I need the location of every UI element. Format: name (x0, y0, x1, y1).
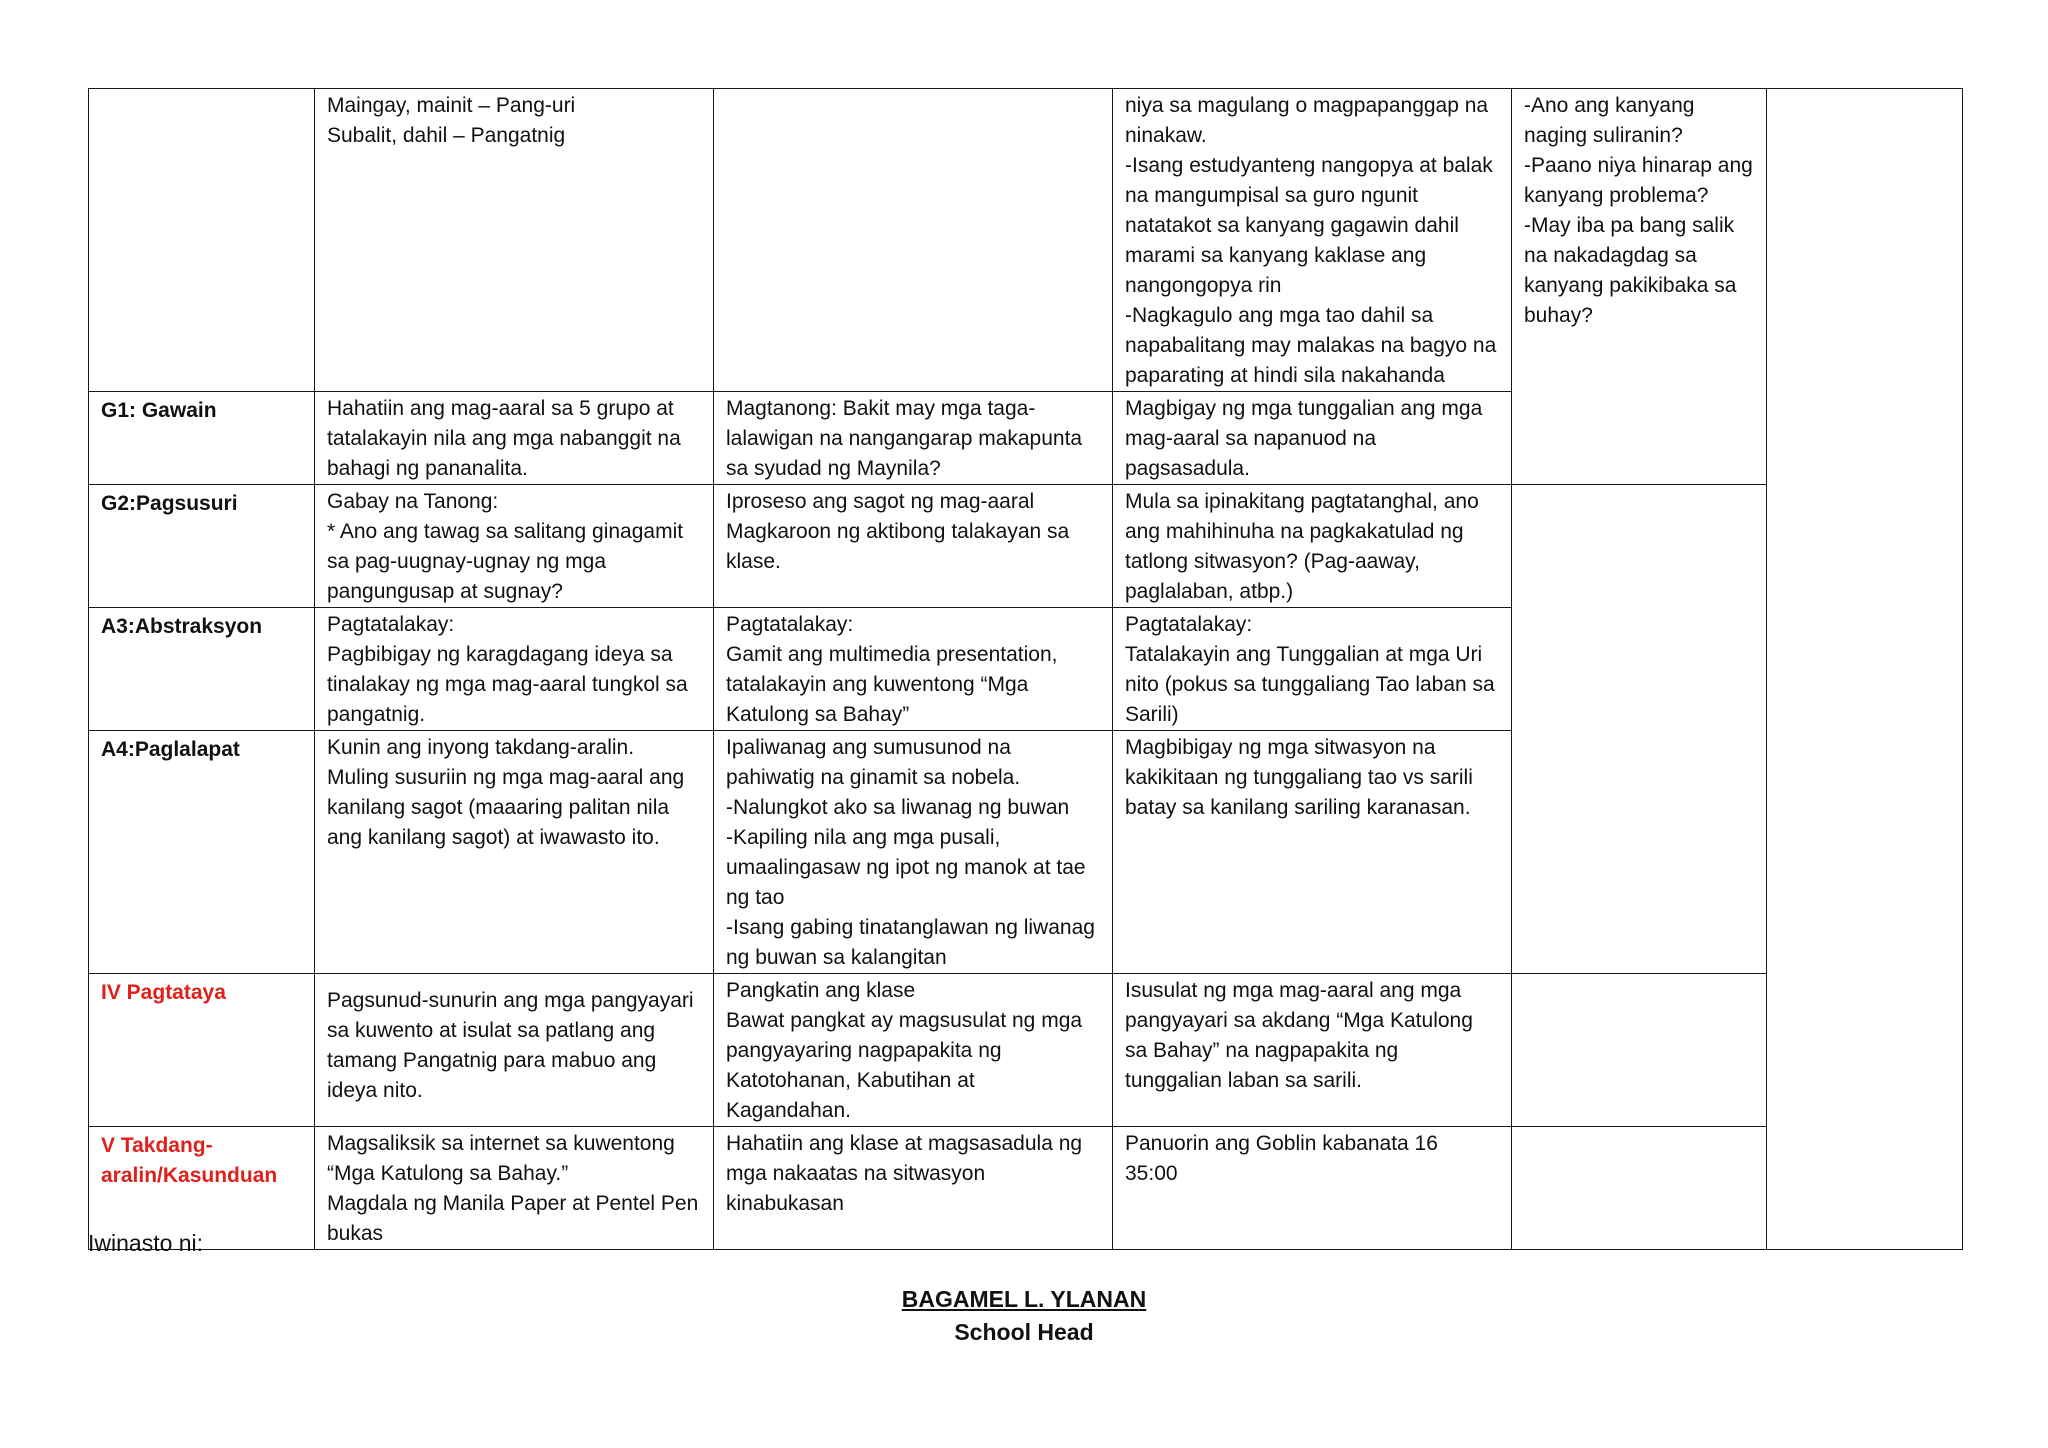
cell-text: Isusulat ng mga mag-aaral ang mga pangyayari sa akdang “Mga Katulong sa Bahay” na nagpapakita ng tunggalian laban sa sarili. (1113, 974, 1512, 1127)
cell-text: Magbigay ng mga tunggalian ang mga mag-aaral sa napanuod na pagsasadula. (1113, 392, 1512, 485)
cell-empty (714, 89, 1113, 392)
row-label-takdang-aralin: V Takdang-aralin/Kasunduan (89, 1127, 315, 1250)
row-label-pagtataya: IV Pagtataya (89, 974, 315, 1127)
signatory-name: BAGAMEL L. YLANAN (901, 1286, 1147, 1312)
reviewed-by-label: Iwinasto ni: (88, 1230, 204, 1256)
cell-text: Hahatiin ang klase at magsasadula ng mga nakaatas na sitwasyon kinabukasan (714, 1127, 1113, 1250)
lesson-plan-table (88, 88, 1963, 1250)
cell-text: Pagtatalakay: Pagbibigay ng karagdagang ideya sa tinalakay ng mga mag-aaral tungkol sa pangatnig. (315, 608, 714, 731)
cell-text: Panuorin ang Goblin kabanata 16 35:00 (1113, 1127, 1512, 1250)
cell-empty (1512, 485, 1767, 974)
cell-empty (1512, 974, 1767, 1127)
cell-text: Magsaliksik sa internet sa kuwentong “Mga Katulong sa Bahay.” Magdala ng Manila Paper at Pentel Pen bukas (315, 1127, 714, 1250)
label-cell-empty (89, 89, 315, 392)
table-row-takdang-aralin (89, 1127, 1963, 1250)
cell-text: Pagtatalakay: Gamit ang multimedia presentation, tatalakayin ang kuwentong “Mga Katulong sa Bahay” (714, 608, 1113, 731)
cell-text: Gabay na Tanong: * Ano ang tawag sa salitang ginagamit sa pag-uugnay-ugnay ng mga pangungusap at sugnay? (315, 485, 714, 608)
cell-guide-questions: -Ano ang kanyang naging suliranin? -Paano niya hinarap ang kanyang problema? -May iba pa bang salik na nakadagdag sa kanyang pakikibaka sa buhay? (1512, 89, 1767, 485)
signatory-title: School Head (954, 1319, 1094, 1345)
cell-text: Pagsunud-sunurin ang mga pangyayari sa kuwento at isulat sa patlang ang tamang Pangatnig para mabuo ang ideya nito. (315, 974, 714, 1127)
remarks-cell-empty (1767, 89, 1963, 1250)
cell-text: Magbibigay ng mga sitwasyon na kakikitaan ng tunggaliang tao vs sarili batay sa kanilang sariling karanasan. (1113, 731, 1512, 974)
cell-text: Magtanong: Bakit may mga taga-lalawigan na nangangarap makapunta sa syudad ng Maynila? (714, 392, 1113, 485)
cell-text: Maingay, mainit – Pang-uri Subalit, dahil – Pangatnig (315, 89, 714, 392)
row-label-g1: G1: Gawain (89, 392, 315, 485)
cell-text: niya sa magulang o magpapanggap na ninakaw. -Isang estudyanteng nangopya at balak na mangumpisal sa guro ngunit natatakot sa kanyang gagawin dahil marami sa kanyang kaklase ang nangongopya rin -Nagkagulo ang mga tao dahil sa napabalitang may malakas na bagyo na paparating at hindi sila nakahanda (1113, 89, 1512, 392)
row-label-a3: A3:Abstraksyon (89, 608, 315, 731)
table-row-continuation (89, 89, 1963, 392)
cell-text: Hahatiin ang mag-aaral sa 5 grupo at tatalakayin nila ang mga nabanggit na bahagi ng pananalita. (315, 392, 714, 485)
row-label-a4: A4:Paglalapat (89, 731, 315, 974)
cell-text: Kunin ang inyong takdang-aralin. Muling susuriin ng mga mag-aaral ang kanilang sagot (maaaring palitan nila ang kanilang sagot) at iwawasto ito. (315, 731, 714, 974)
cell-text: Ipaliwanag ang sumusunod na pahiwatig na ginamit sa nobela. -Nalungkot ako sa liwanag ng buwan -Kapiling nila ang mga pusali, umaalingasaw ng ipot ng manok at tae ng tao -Isang gabing tinatanglawan ng liwanag ng buwan sa kalangitan (714, 731, 1113, 974)
cell-text: Mula sa ipinakitang pagtatanghal, ano ang mahihinuha na pagkakatulad ng tatlong sitwasyon? (Pag-aaway, paglalaban, atbp.) (1113, 485, 1512, 608)
cell-empty (1512, 1127, 1767, 1250)
cell-text: Pangkatin ang klase Bawat pangkat ay magsusulat ng mga pangyayaring nagpapakita ng Katotohanan, Kabutihan at Kagandahan. (714, 974, 1113, 1127)
cell-text: Iproseso ang sagot ng mag-aaral Magkaroon ng aktibong talakayan sa klase. (714, 485, 1113, 608)
row-label-g2: G2:Pagsusuri (89, 485, 315, 608)
cell-text: Pagtatalakay: Tatalakayin ang Tunggalian at mga Uri nito (pokus sa tunggaliang Tao laban sa Sarili) (1113, 608, 1512, 731)
table-row-g2 (89, 485, 1963, 608)
table-row-pagtataya (89, 974, 1963, 1127)
